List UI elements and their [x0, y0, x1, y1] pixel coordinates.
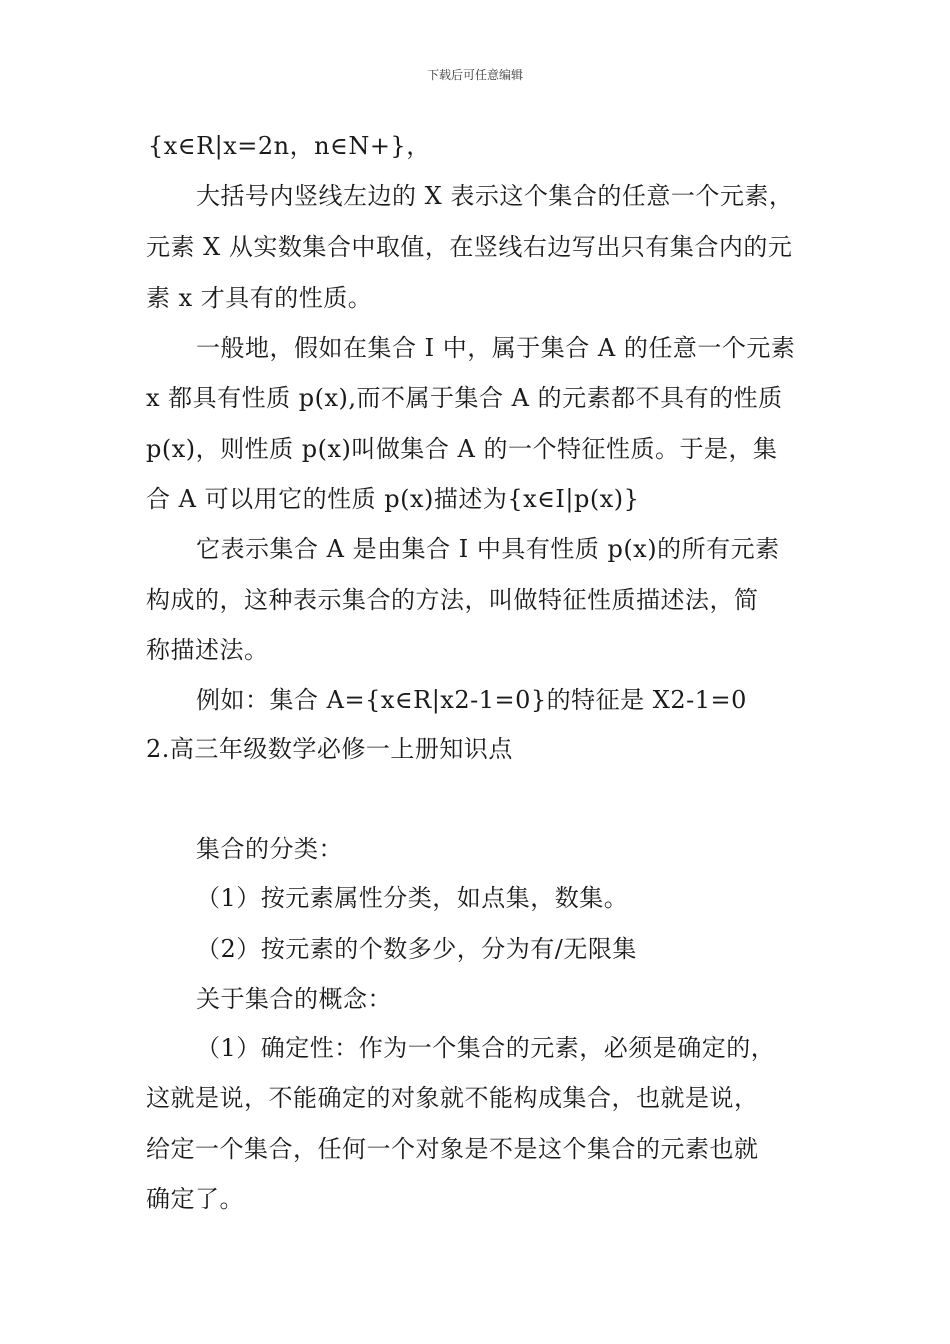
text-line: 称描述法。: [146, 636, 269, 664]
text-line: 素 x 才具有的性质。: [146, 284, 373, 312]
text-line: 例如：集合 A={x∈R|x2-1=0}的特征是 X2-1=0: [196, 686, 747, 714]
text-line: 给定一个集合，任何一个对象是不是这个集合的元素也就: [146, 1135, 759, 1163]
text-line: 构成的，这种表示集合的方法，叫做特征性质描述法，简: [146, 586, 759, 614]
text-line: 元素 X 从实数集合中取值，在竖线右边写出只有集合内的元: [146, 233, 793, 261]
text-line: （1）确定性：作为一个集合的元素，必须是确定的，: [196, 1034, 776, 1062]
text-line: p(x)，则性质 p(x)叫做集合 A 的一个特征性质。于是，集: [146, 435, 778, 463]
text-line: 一般地，假如在集合 I 中，属于集合 A 的任意一个元素: [196, 334, 796, 362]
text-line: 集合的分类：: [196, 835, 343, 863]
text-line: {x∈R|x=2n，n∈N+}，: [148, 132, 431, 160]
text-line: （1）按元素属性分类，如点集，数集。: [196, 884, 629, 912]
text-line: （2）按元素的个数多少，分为有/无限集: [196, 935, 637, 963]
text-line: x 都具有性质 p(x),而不属于集合 A 的元素都不具有的性质: [146, 384, 783, 412]
text-line: 大括号内竖线左边的 X 表示这个集合的任意一个元素，: [196, 182, 794, 210]
section-heading: 2.高三年级数学必修一上册知识点: [146, 735, 513, 763]
text-line: 这就是说，不能确定的对象就不能构成集合，也就是说，: [146, 1084, 759, 1112]
page-header: 下载后可任意编辑: [426, 68, 523, 82]
text-line: 确定了。: [146, 1185, 244, 1213]
text-line: 它表示集合 A 是由集合 I 中具有性质 p(x)的所有元素: [196, 535, 780, 563]
text-line: 关于集合的概念：: [196, 985, 392, 1013]
text-line: 合 A 可以用它的性质 p(x)描述为{x∈I|p(x)}: [146, 485, 640, 513]
